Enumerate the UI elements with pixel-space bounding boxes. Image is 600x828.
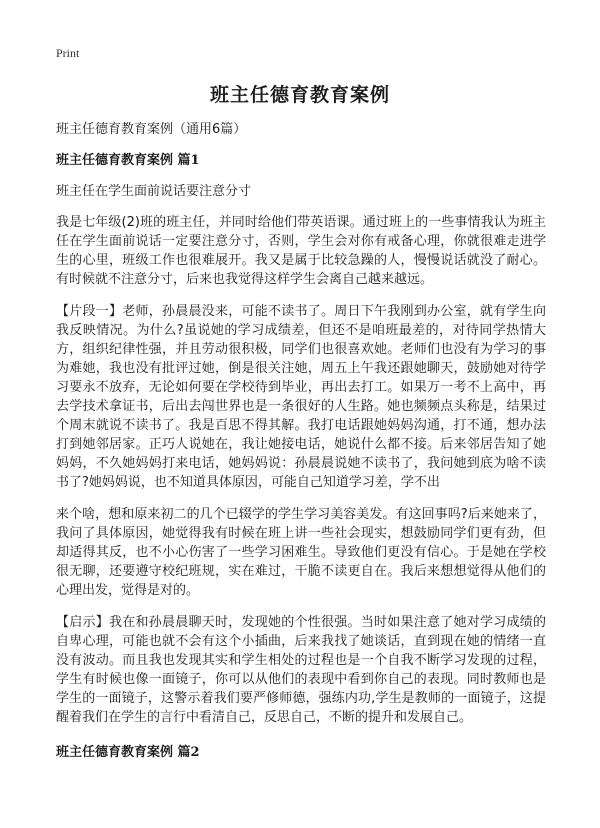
paragraph-insight: 【启示】我在和孙晨晨聊天时，发现她的个性很强。当时如果注意了她对学习成绩的自卑心理，可能也就不会有这个小插曲，后来我找了她谈话，直到现在她的情绪一直没有波动。而且我也发现其实和学生相处的过程也是一个自我不断学习发现的过程，学生有时候也像一面镜子，你可以从他们的表现中看到你自己的表现。同时教师也是学生的一面镜子，这警示着我们要严修师德，强练内功,学生是教师的一面镜子，这提醒着我们在学生的言行中看清自己，反思自己，不断的提升和发展自己。 [56, 615, 546, 725]
document-body [56, 120, 546, 774]
paragraph-intro: 我是七年级(2)班的班主任，并同时给他们带英语课。通过班上的一些事情我认为班主任在学生面前说话一定要注意分寸，否则，学生会对你有戒备心理，你就很难走进学生的心里，班级工作也很难展开。我又是属于比较急躁的人，慢慢说话就没了耐心。有时候就不注意分寸，后来也我觉得这样学生会离自己越来越远。 [56, 215, 546, 287]
section-lead: 班主任在学生面前说话要注意分寸 [56, 184, 252, 199]
section-heading-2: 班主任德育教育案例 篇2 [56, 745, 200, 760]
section-heading-1: 班主任德育教育案例 篇1 [56, 153, 200, 168]
print-label: Print [56, 46, 80, 60]
paragraph-continuation: 来个啥，想和原来初二的几个已辍学的学生学习美容美发。有这回事吗?后来她来了，我问了具体原因，她觉得我有时候在班上讲一些社会现实，想鼓励同学们更有劲，但却适得其反，也不小心伤害了一些学习困难生。导致他们更没有信心。于是她在学校很无聊，还要遵守校纪班规，实在难过，干脆不读更自在。我后来想想觉得从他们的心理出发，觉得是对的。 [56, 507, 546, 598]
document-title: 班主任德育教育案例 [209, 84, 390, 106]
document-subtitle: 班主任德育教育案例（通用6篇） [56, 122, 247, 137]
paragraph-fragment-one: 【片段一】老师，孙晨晨没来，可能不读书了。周日下午我刚到办公室，就有学生向我反映情况。为什么?虽说她的学习成绩差，但还不是咱班最差的，对待同学热情大方，组织纪律性强，并且劳动很积极，同学们也很喜欢她。老师们也没有为学习的事为难她，我也没有批评过她，倒是很关注她，周五上午我还跟她聊天，鼓励她对待学习要永不放弃，无论如何要在学校待到毕业，再出去打工。如果万一考不上高中，再去学技术拿证书，后出去闯世界也是一条很好的人生路。她也频频点头称是，结果过个周末就说不读书了。我是百思不得其解。我打电话跟她妈妈沟通，打不通，想办法打到她邻居家。正巧人说她在，我让她接电话，她说什么都不接。后来邻居告知了她妈妈，不久她妈妈打来电话，她妈妈说：孙晨晨说她不读书了，我问她到底为啥不读书了?她妈妈说，也不知道具体原因，可能自己知道学习差，学不出 [56, 304, 546, 490]
